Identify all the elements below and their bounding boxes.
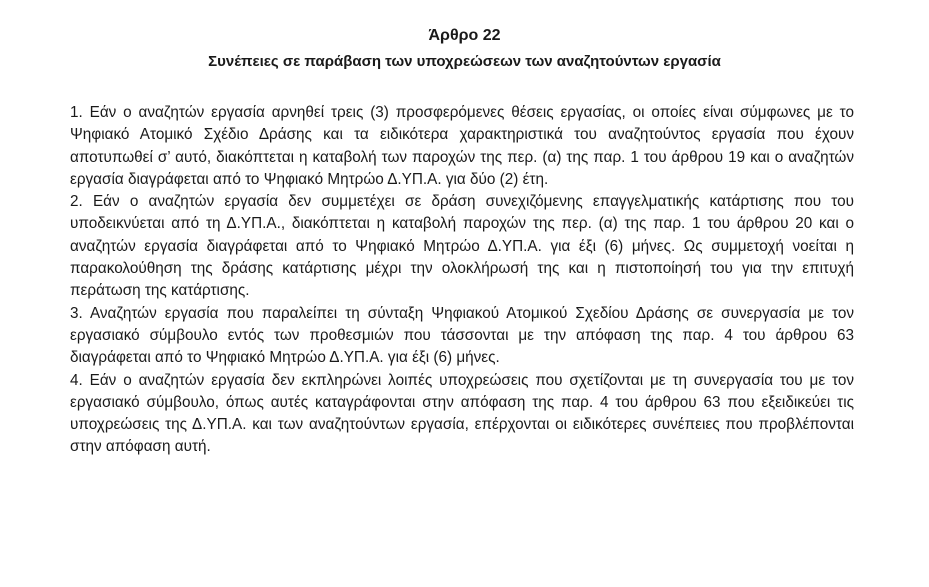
article-body [70, 102, 854, 459]
article-number: Άρθρο 22 [428, 27, 501, 44]
paragraph-3: 3. Αναζητών εργασία που παραλείπει τη σύνταξη Ψηφιακού Ατομικού Σχεδίου Δράσης σε συνεργασία με τον εργασιακό σύμβουλο εντός των προθεσμιών που τάσσονται με την απόφαση της παρ. 4 του άρθρου 63 διαγράφεται από το Ψηφιακό Μητρώο Δ.ΥΠ.Α. για έξι (6) μήνες. [70, 304, 854, 367]
paragraph-1: 1. Εάν ο αναζητών εργασία αρνηθεί τρεις (3) προσφερόμενες θέσεις εργασίας, οι οποίες είναι σύμφωνες με το Ψηφιακό Ατομικό Σχέδιο Δράσης και τα ειδικότερα χαρακτηριστικά του αναζητούντος εργασία που έχουν αποτυπωθεί σ’ αυτό, διακόπτεται η καταβολή των παροχών της περ. (α) της παρ. 1 του άρθρου 19 και ο αναζητών εργασία διαγράφεται από το Ψηφιακό Μητρώο Δ.ΥΠ.Α. για δύο (2) έτη. [70, 104, 854, 188]
article-title: Συνέπειες σε παράβαση των υποχρεώσεων των αναζητούντων εργασία [208, 53, 721, 70]
paragraph-2: 2. Εάν ο αναζητών εργασία δεν συμμετέχει σε δράση συνεχιζόμενης επαγγελματικής κατάρτισης που του υποδεικνύεται από τη Δ.ΥΠ.Α., διακόπτεται η καταβολή παροχών της περ. (α) της παρ. 1 του άρθρου 20 και ο αναζητών εργασία διαγράφεται από το Ψηφιακό Μητρώο Δ.ΥΠ.Α. για έξι (6) μήνες. Ως συμμετοχή νοείται η παρακολούθηση της δράσης κατάρτισης μέχρι την ολοκλήρωσή της και η πιστοποίησή του για την επιτυχή περάτωση της κατάρτισης. [70, 193, 854, 300]
paragraph-4: 4. Εάν ο αναζητών εργασία δεν εκπληρώνει λοιπές υποχρεώσεις που σχετίζονται με τη συνεργασία του με τον εργασιακό σύμβουλο, όπως αυτές καταγράφονται στην απόφαση της παρ. 4 του άρθρου 63 που εξειδικεύει τις υποχρεώσεις της Δ.ΥΠ.Α. και των αναζητούντων εργασία, επέρχονται οι ειδικότερες συνέπειες που προβλέπονται στην απόφαση αυτή. [70, 371, 854, 456]
